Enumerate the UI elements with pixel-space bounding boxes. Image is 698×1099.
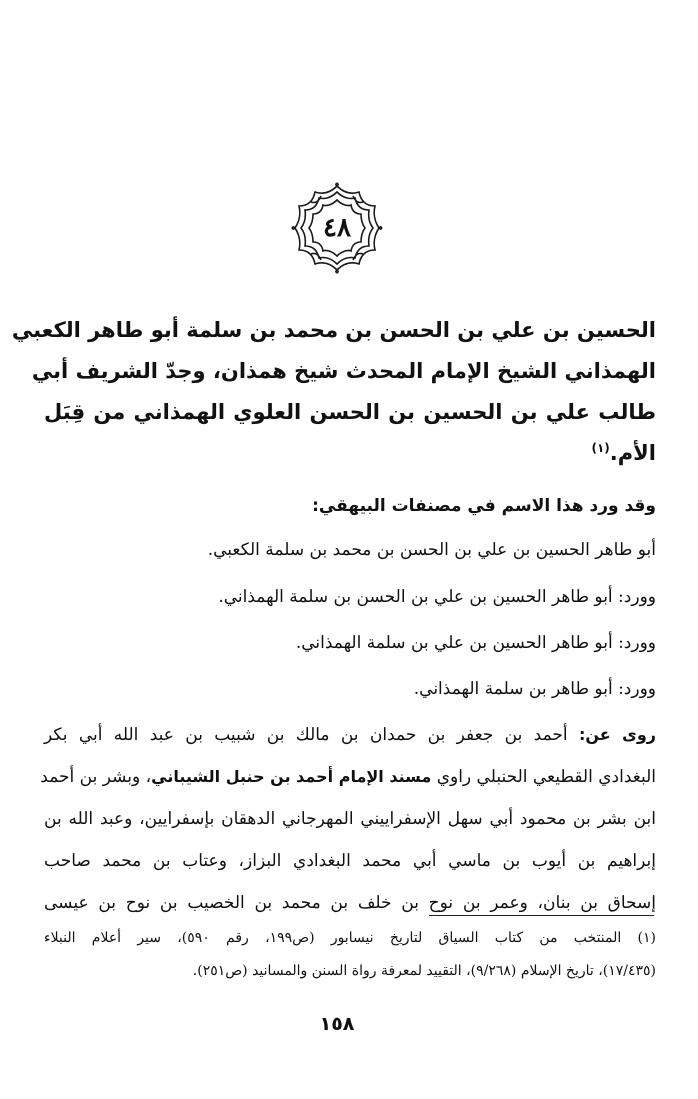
page-number: ١٥٨	[319, 1013, 355, 1035]
footnote-reference: (١)	[591, 441, 610, 455]
narrated-line-4: إبراهيم بن أيوب بن ماسي أبي محمد البغدادي البزاز، وعتاب بن محمد صاحب	[44, 851, 656, 871]
subheading: وقد ورد هذا الاسم في مصنفات البيهقي:	[312, 496, 656, 516]
footnote-separator	[429, 915, 654, 916]
narrated-line-2-start: البغدادي القطيعي الحنبلي راوي	[436, 767, 656, 787]
entry-number: ٤٨	[323, 213, 351, 243]
heading-line-2: الهمذاني الشيخ الإمام المحدث شيخ همذان، وجدّ الشريف أبي	[31, 359, 656, 383]
narrated-label: روى عن:	[578, 725, 656, 744]
heading-line-1: الحسين بن علي بن الحسن بن محمد بن سلمة أبو طاهر الكعبي	[11, 318, 656, 342]
narrated-line-1	[44, 725, 656, 745]
name-variant-1: أبو طاهر الحسين بن علي بن الحسن بن محمد بن سلمة الكعبي.	[207, 540, 656, 560]
heading-line-4	[44, 441, 656, 466]
musnad-title: مسند الإمام أحمد بن حنبل الشيباني	[151, 767, 432, 786]
name-variant-4: وورد: أبو طاهر بن سلمة الهمذاني.	[413, 679, 656, 699]
heading-line-3: طالب علي بن الحسين بن الحسن العلوي الهمذاني من قِبَل	[44, 400, 656, 424]
name-variant-2: وورد: أبو طاهر الحسين بن علي بن الحسن بن سلمة الهمذاني.	[218, 587, 656, 607]
narrated-line-3: ابن بشر بن محمود أبي سهل الإسفراييني المهرجاني الدهقان بإسفرايين، وعبد الله بن	[44, 809, 656, 829]
narrated-line-1-text: أحمد بن جعفر بن حمدان بن مالك بن شبيب بن عبد الله أبي بكر	[44, 725, 568, 745]
footnote-line-1: (١) المنتخب من كتاب السياق لتاريخ نيسابور (ص١٩٩، رقم ٥٩٠)، سير أعلام النبلاء	[44, 930, 656, 946]
narrated-line-5: إسحاق بن بنان، وعمر بن نوح بن خلف بن محمد بن الخصيب بن نوح بن عيسى	[44, 893, 656, 913]
footnote-line-2: (١٧/٤٣٥)، تاريخ الإسلام (٩/٢٦٨)، التقييد لمعرفة رواة السنن والمسانيد (ص٢٥١).	[192, 963, 656, 979]
narrated-line-2-end: ، وبشر بن أحمد	[40, 767, 152, 787]
heading-line-4-text: الأم.	[609, 441, 656, 465]
name-variant-3: وورد: أبو طاهر الحسين بن علي بن سلمة الهمذاني.	[295, 633, 656, 653]
narrated-line-2	[40, 767, 656, 787]
